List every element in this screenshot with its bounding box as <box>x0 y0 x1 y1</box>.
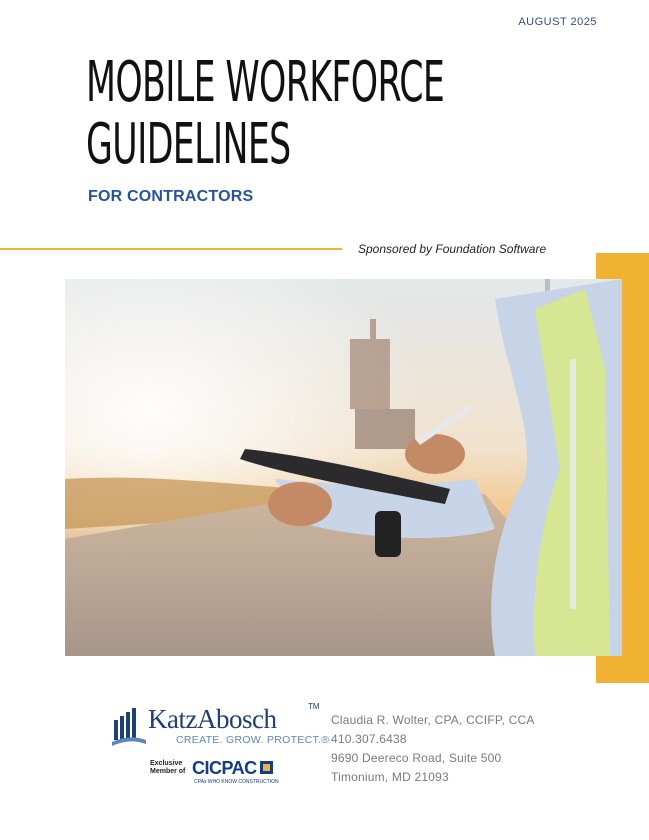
contact-address-line-1: 9690 Deereco Road, Suite 500 <box>331 751 502 765</box>
contact-phone: 410.307.6438 <box>331 732 407 746</box>
cicpac-logo: CICPAC <box>192 758 257 778</box>
cover-title-line-2: GUIDELINES <box>86 112 291 177</box>
cover-photo <box>65 279 622 656</box>
logo-name: KatzAbosch <box>148 704 277 734</box>
cicpac-square-icon <box>260 761 273 774</box>
cover-subtitle: FOR CONTRACTORS <box>88 188 254 205</box>
cover-title-line-1: MOBILE WORKFORCE <box>86 50 445 115</box>
sponsor-line: Sponsored by Foundation Software <box>358 242 547 256</box>
report-date: AUGUST 2025 <box>518 16 597 28</box>
contact-address-line-2: Timonium, MD 21093 <box>331 770 449 784</box>
contact-name: Claudia R. Wolter, CPA, CCIFP, CCA <box>331 713 535 727</box>
accent-rule <box>0 248 342 250</box>
cicpac-tagline: CPAs WHO KNOW CONSTRUCTION <box>194 779 279 785</box>
logo-trademark: TM <box>308 702 320 711</box>
cover-title <box>86 50 445 177</box>
building-columns-icon <box>112 706 146 746</box>
cicpac-membership <box>150 758 280 788</box>
contact-block <box>331 711 535 787</box>
katzabosch-logo <box>112 702 330 764</box>
logo-tagline: CREATE. GROW. PROTECT.® <box>176 734 330 746</box>
membership-label: Exclusive Member of <box>150 760 186 775</box>
